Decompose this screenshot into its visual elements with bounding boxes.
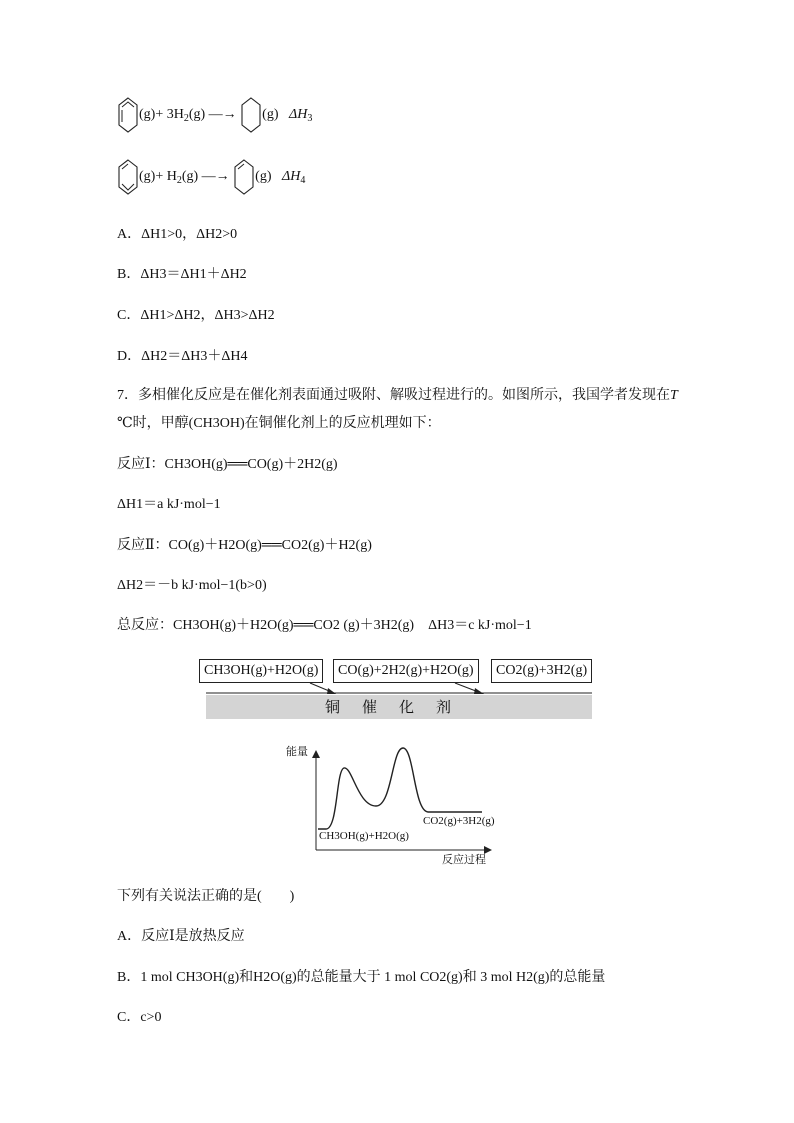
eq4-h2-sub: 2 xyxy=(176,175,182,187)
box-2-label: CO(g)+2H2(g)+H2O(g) xyxy=(338,663,474,678)
eq3-arrow: —→ xyxy=(208,107,237,123)
option-letter: A． xyxy=(117,227,142,242)
eq4-arrow: —→ xyxy=(201,169,230,185)
box-1-label: CH3OH(g)+H2O(g) xyxy=(204,663,319,678)
reaction-2-text: 反应Ⅱ：CO(g)＋H2O(g)══CO2(g)＋H2(g) xyxy=(117,538,372,553)
catalyst-label: 铜催化剂 xyxy=(324,698,473,716)
eq3-h2-state: (g) xyxy=(188,107,206,123)
q7-stem-text: 7．多相催化反应是在催化剂表面通过吸附、解吸过程进行的。如图所示，我国学者发现在 xyxy=(117,388,670,403)
box-3-label: CO2(g)+3H2(g) xyxy=(496,663,588,678)
option-letter: C． xyxy=(117,308,141,323)
eq4-reactant-state: (g) xyxy=(139,169,156,185)
product-energy-label xyxy=(423,815,495,827)
reactant-text: CH3OH(g)+H2O(g) xyxy=(319,830,409,842)
option-q7-c xyxy=(117,1009,161,1027)
eq3-plus: + 3H xyxy=(155,107,184,123)
energy-axis-label xyxy=(286,743,308,759)
option-text: ΔH2＝ΔH3＋ΔH4 xyxy=(141,349,248,364)
eq3-dh: ΔH xyxy=(289,107,308,123)
y-axis-text: 能量 xyxy=(286,745,308,758)
eq4-dh: ΔH xyxy=(282,169,301,185)
eq3-dh-sub: 3 xyxy=(307,113,313,125)
q7-question xyxy=(117,888,294,906)
option-letter: B． xyxy=(117,970,141,985)
reactant-energy-label xyxy=(319,830,409,842)
dh2-text: ΔH2＝－b kJ·mol−1(b>0) xyxy=(117,578,267,593)
reaction-progress-label xyxy=(442,851,486,867)
eq3-reactant-state: (g) xyxy=(139,107,156,123)
option-letter: C． xyxy=(117,1010,141,1025)
eq4-plus: + H xyxy=(155,169,177,185)
eq3-h2-sub: 2 xyxy=(183,113,189,125)
eq4-h2-state: (g) xyxy=(181,169,199,185)
product-text: CO2(g)+3H2(g) xyxy=(423,815,495,827)
option-q7-a xyxy=(117,928,245,946)
reaction-1-text: 反应Ⅰ：CH3OH(g)══CO(g)＋2H2(g) xyxy=(117,457,338,472)
option-letter: B． xyxy=(117,267,141,282)
option-text: ΔH1>0，ΔH2>0 xyxy=(141,227,238,242)
q7-stem-text-2: ℃时，甲醇(CH3OH)在铜催化剂上的反应机理如下： xyxy=(117,416,441,431)
option-text: 1 mol CH3OH(g)和H2O(g)的总能量大于 1 mol CO2(g)和 3 mol H2(g)的总能量 xyxy=(140,970,606,985)
eq4-dh-sub: 4 xyxy=(300,175,306,187)
option-text: ΔH1>ΔH2，ΔH3>ΔH2 xyxy=(140,308,275,323)
q7-stem-temperature: T xyxy=(670,388,678,403)
option-text: c>0 xyxy=(140,1010,162,1025)
eq3-product-state: (g) xyxy=(262,107,279,123)
option-text: ΔH3＝ΔH1＋ΔH2 xyxy=(140,267,247,282)
option-text: 反应Ⅰ是放热反应 xyxy=(141,929,245,944)
x-axis-text: 反应过程 xyxy=(442,853,486,866)
option-letter: D． xyxy=(117,349,142,364)
option-q7-b xyxy=(117,969,605,987)
total-reaction-text: 总反应：CH3OH(g)＋H2O(g)══CO2 (g)＋3H2(g) ΔH3＝c kJ·mol−1 xyxy=(117,618,532,633)
question-text: 下列有关说法正确的是( ) xyxy=(117,889,295,904)
option-letter: A． xyxy=(117,929,142,944)
dh1-text: ΔH1＝a kJ·mol−1 xyxy=(117,497,221,512)
eq4-product-state: (g) xyxy=(255,169,272,185)
